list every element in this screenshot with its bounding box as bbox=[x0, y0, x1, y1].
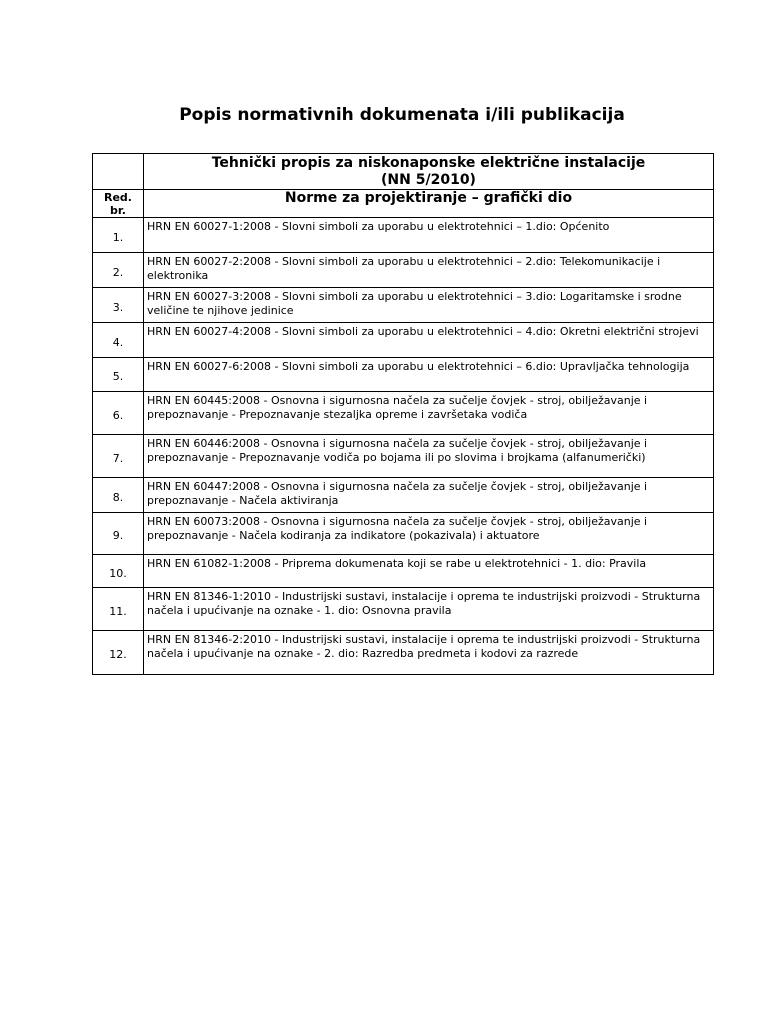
table-row bbox=[93, 555, 714, 588]
number-column-label-line2: br. bbox=[110, 204, 126, 217]
row-norm-text: HRN EN 60073:2008 - Osnovna i sigurnosna načela za sučelje čovjek - stroj, obilježavanje i prepoznavanje - Načela kodiranja za indikatore (pokazivala) i aktuatore bbox=[144, 513, 714, 555]
number-column-header bbox=[93, 190, 144, 218]
row-norm-text: HRN EN 61082-1:2008 - Priprema dokumenata koji se rabe u elektrotehnici - 1. dio: Pravila bbox=[144, 555, 714, 588]
row-norm-text: HRN EN 81346-2:2010 - Industrijski sustavi, instalacije i oprema te industrijski proizvodi - Strukturna načela i upućivanje na oznake - 2. dio: Razredba predmeta i kodovi za razrede bbox=[144, 631, 714, 675]
norms-table bbox=[92, 153, 714, 675]
row-number: 8. bbox=[93, 478, 144, 513]
table-row bbox=[93, 392, 714, 435]
row-number: 10. bbox=[93, 555, 144, 588]
table-row bbox=[93, 513, 714, 555]
table-row bbox=[93, 288, 714, 323]
row-number: 5. bbox=[93, 358, 144, 392]
row-number: 2. bbox=[93, 253, 144, 288]
table-subheader: Norme za projektiranje – grafički dio bbox=[144, 190, 714, 218]
table-header-title bbox=[144, 154, 714, 190]
row-norm-text: HRN EN 60445:2008 - Osnovna i sigurnosna načela za sučelje čovjek - stroj, obilježavanje i prepoznavanje - Prepoznavanje stezaljka opreme i završetaka vodiča bbox=[144, 392, 714, 435]
table-subheader-row bbox=[93, 190, 714, 218]
table-row bbox=[93, 588, 714, 631]
table-row bbox=[93, 358, 714, 392]
table-row bbox=[93, 253, 714, 288]
table-row bbox=[93, 218, 714, 253]
row-norm-text: HRN EN 81346-1:2010 - Industrijski sustavi, instalacije i oprema te industrijski proizvodi - Strukturna načela i upućivanje na oznake - 1. dio: Osnovna pravila bbox=[144, 588, 714, 631]
row-number: 4. bbox=[93, 323, 144, 358]
row-number: 6. bbox=[93, 392, 144, 435]
row-number: 3. bbox=[93, 288, 144, 323]
table-row bbox=[93, 478, 714, 513]
row-norm-text: HRN EN 60446:2008 - Osnovna i sigurnosna načela za sučelje čovjek - stroj, obilježavanje i prepoznavanje - Prepoznavanje vodiča po bojama ili po slovima i brojkama (alfanumerički) bbox=[144, 435, 714, 478]
row-norm-text: HRN EN 60027-4:2008 - Slovni simboli za uporabu u elektrotehnici – 4.dio: Okretni električni strojevi bbox=[144, 323, 714, 358]
row-number: 11. bbox=[93, 588, 144, 631]
row-norm-text: HRN EN 60027-6:2008 - Slovni simboli za uporabu u elektrotehnici – 6.dio: Upravljačka tehnologija bbox=[144, 358, 714, 392]
row-number: 1. bbox=[93, 218, 144, 253]
table-row bbox=[93, 435, 714, 478]
row-number: 9. bbox=[93, 513, 144, 555]
header-title-line1: Tehnički propis za niskonaponske električne instalacije bbox=[211, 155, 646, 171]
header-title-line2: (NN 5/2010) bbox=[381, 172, 476, 188]
table-row bbox=[93, 631, 714, 675]
header-empty-cell bbox=[93, 154, 144, 190]
document-title: Popis normativnih dokumenata i/ili publikacija bbox=[179, 105, 625, 125]
row-norm-text: HRN EN 60027-2:2008 - Slovni simboli za uporabu u elektrotehnici – 2.dio: Telekomunikacije i elektronika bbox=[144, 253, 714, 288]
row-norm-text: HRN EN 60027-1:2008 - Slovni simboli za uporabu u elektrotehnici – 1.dio: Općenito bbox=[144, 218, 714, 253]
table-row bbox=[93, 323, 714, 358]
row-number: 12. bbox=[93, 631, 144, 675]
row-norm-text: HRN EN 60447:2008 - Osnovna i sigurnosna načela za sučelje čovjek - stroj, obilježavanje i prepoznavanje - Načela aktiviranja bbox=[144, 478, 714, 513]
table-header-row bbox=[93, 154, 714, 190]
number-column-label-line1: Red. bbox=[104, 191, 132, 204]
row-number: 7. bbox=[93, 435, 144, 478]
row-norm-text: HRN EN 60027-3:2008 - Slovni simboli za uporabu u elektrotehnici – 3.dio: Logaritamske i srodne veličine te njihove jedinice bbox=[144, 288, 714, 323]
